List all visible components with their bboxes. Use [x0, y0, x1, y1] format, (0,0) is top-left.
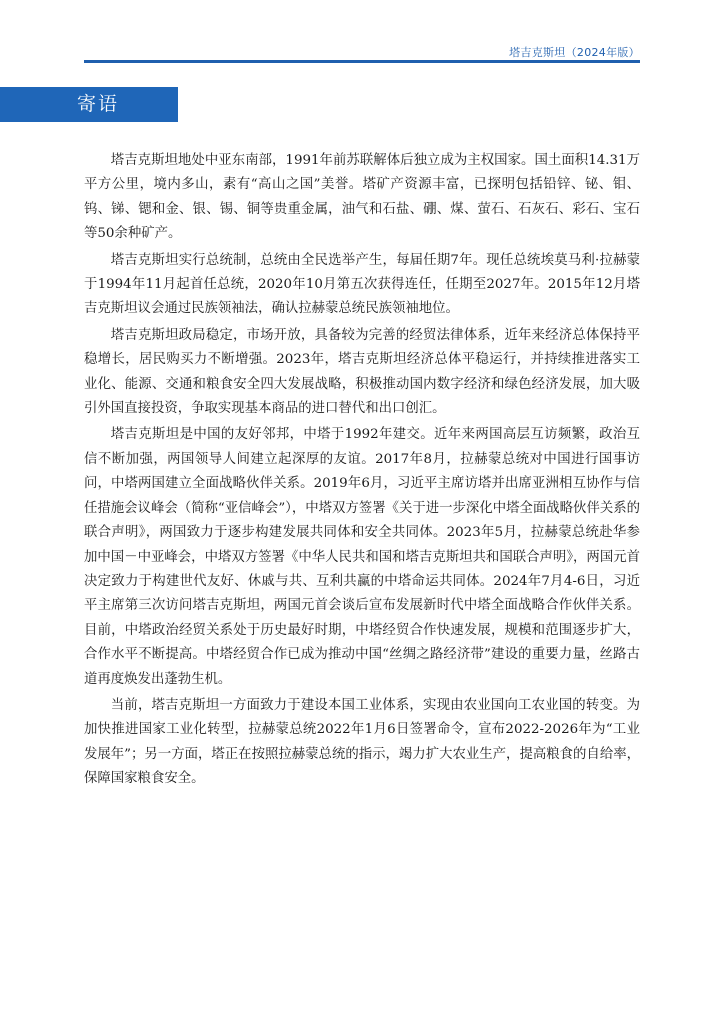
section-banner	[0, 87, 178, 122]
paragraph-bilateral-relations: 塔吉克斯坦是中国的友好邻邦，中塔于1992年建交。近年来两国高层互访频繁，政治互信不断加强，两国领导人间建立起深厚的友谊。2017年8月，拉赫蒙总统对中国进行国事访问，中塔两国建立全面战略伙伴关系。2019年6月，习近平主席访塔并出席亚洲相互协作与信任措施会议峰会（简称“亚信峰会”），中塔双方签署《关于进一步深化中塔全面战略伙伴关系的联合声明》，两国致力于逐步构建发展共同体和安全共同体。2023年5月，拉赫蒙总统赴华参加中国－中亚峰会，中塔双方签署《中华人民共和国和塔吉克斯坦共和国联合声明》，两国元首决定致力于构建世代友好、休戚与共、互利共赢的中塔命运共同体。2024年7月4-6日，习近平主席第三次访问塔吉克斯坦，两国元首会谈后宣布发展新时代中塔全面战略合作伙伴关系。目前，中塔政治经贸关系处于历史最好时期，中塔经贸合作快速发展，规模和范围逐步扩大，合作水平不断提高。中塔经贸合作已成为推动中国“丝绸之路经济带”建设的重要力量，丝路古道再度焕发出蓬勃生机。	[84, 427, 641, 687]
paragraph-current-development: 当前，塔吉克斯坦一方面致力于建设本国工业体系，实现由农业国向工农业国的转变。为加快推进国家工业化转型，拉赫蒙总统2022年1月6日签署命令，宣布2022-2026年为“工业发展年”；另一方面，塔正在按照拉赫蒙总统的指示，竭力扩大农业生产，提高粮食的自给率，保障国家粮食安全。	[84, 697, 640, 787]
paragraph-geography: 塔吉克斯坦地处中亚东南部，1991年前苏联解体后独立成为主权国家。国土面积14.31万平方公里，境内多山，素有“高山之国”美誉。塔矿产资源丰富，已探明包括铅锌、铋、钼、钨、锑、锶和金、银、锡、铜等贵重金属，油气和石盐、硼、煤、萤石、石灰石、彩石、宝石等50余种矿产。	[84, 153, 640, 242]
header-divider	[84, 60, 640, 63]
paragraph-politics: 塔吉克斯坦实行总统制，总统由全民选举产生，每届任期7年。现任总统埃莫马利·拉赫蒙于1994年11月起首任总统，2020年10月第五次获得连任，任期至2027年。2015年12月塔吉克斯坦议会通过民族领袖法，确认拉赫蒙总统民族领袖地位。	[84, 252, 640, 317]
running-header-title: 塔吉克斯坦（2024年版）	[509, 46, 640, 59]
section-title: 寄语	[77, 93, 120, 115]
body-text	[84, 149, 640, 794]
paragraph-economy: 塔吉克斯坦政局稳定，市场开放，具备较为完善的经贸法律体系，近年来经济总体保持平稳增长，居民购买力不断增强。2023年，塔吉克斯坦经济总体平稳运行，并持续推进落实工业化、能源、交通和粮食安全四大发展战略，积极推动国内数字经济和绿色经济发展，加大吸引外国直接投资，争取实现基本商品的进口替代和出口创汇。	[84, 327, 640, 417]
